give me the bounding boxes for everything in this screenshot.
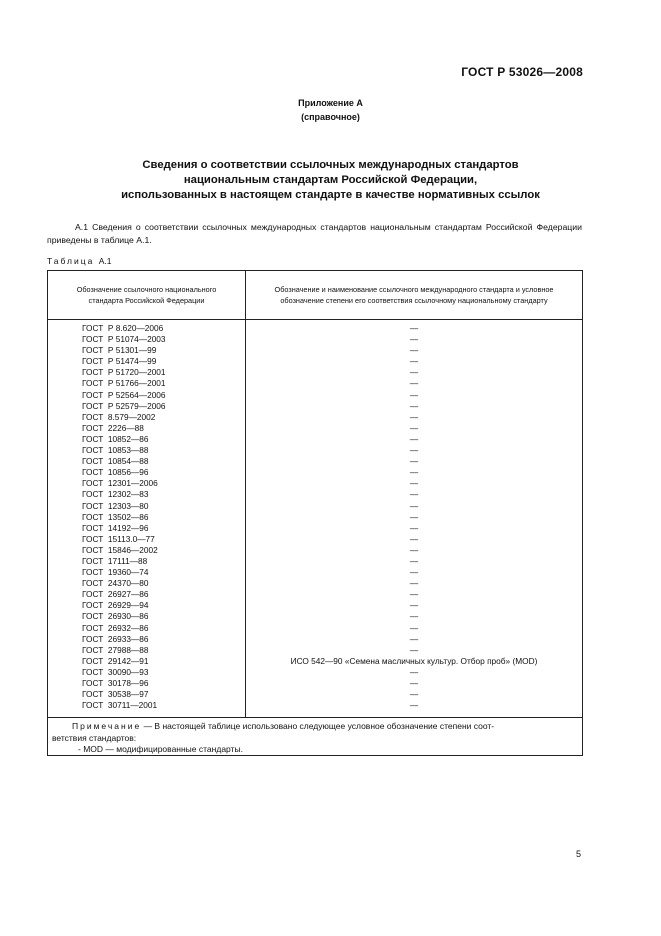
international-standard-cell: — <box>409 666 419 677</box>
national-standard-cell: ГОСТ 10856—96 <box>82 467 149 478</box>
national-standard-cell: ГОСТ Р 52579—2006 <box>82 400 166 411</box>
table-row <box>48 700 582 711</box>
international-standard-cell: — <box>409 433 419 444</box>
national-standard-cell: ГОСТ 30090—93 <box>82 666 149 677</box>
national-standard-cell: ГОСТ 26929—94 <box>82 600 149 611</box>
table-header-national-text: Обозначение ссылочного национального стандарта Российской Федерации <box>76 285 217 305</box>
table-row <box>48 545 582 556</box>
section-title-line: использованных в настоящем стандарте в качестве нормативных ссылок <box>121 189 540 201</box>
section-title-line: национальным стандартам Российской Федерации, <box>183 174 478 186</box>
international-standard-cell: — <box>409 633 419 644</box>
international-standard-cell: — <box>409 533 419 544</box>
national-standard-cell: ГОСТ 12301—2006 <box>82 478 158 489</box>
national-standard-cell: ГОСТ 26932—86 <box>82 622 149 633</box>
national-standard-cell: ГОСТ 2226—88 <box>82 422 144 433</box>
national-standard-cell: ГОСТ Р 51301—99 <box>82 345 157 356</box>
page-number: 5 <box>575 849 581 859</box>
national-standard-cell: ГОСТ 26930—86 <box>82 611 149 622</box>
table-row <box>48 567 582 578</box>
international-standard-cell: — <box>409 544 419 555</box>
national-standard-cell: ГОСТ 10852—86 <box>82 433 149 444</box>
note-line: ветствия стандартов: <box>52 732 137 743</box>
note-line <box>48 721 582 733</box>
table-row <box>48 523 582 534</box>
note-label: Примечание <box>72 721 142 731</box>
international-standard-cell: — <box>409 589 419 600</box>
intro-paragraph: А.1 Сведения о соответствии ссылочных международных стандартов национальным стандартам Российской Федерации приведены в таблице А.1. <box>47 222 582 245</box>
table-row <box>48 634 582 645</box>
national-standard-cell: ГОСТ 15846—2002 <box>82 544 158 555</box>
international-standard-cell: — <box>409 678 419 688</box>
national-standard-cell: ГОСТ 12303—80 <box>82 500 149 511</box>
table-row <box>48 412 582 423</box>
table-row <box>48 445 582 456</box>
international-standard-cell: ИСО 542—90 «Семена масличных культур. Отбор проб» (MOD) <box>290 655 538 666</box>
national-standard-cell: ГОСТ 26927—86 <box>82 589 149 600</box>
national-standard-cell: ГОСТ 27988—88 <box>82 644 149 655</box>
footer-divider <box>48 717 582 718</box>
table-note <box>48 721 582 756</box>
table-row <box>48 656 582 667</box>
table-row <box>48 345 582 356</box>
table-row <box>48 501 582 512</box>
international-standard-cell: — <box>409 378 419 389</box>
international-standard-cell: — <box>409 356 419 367</box>
international-standard-cell: — <box>409 478 419 489</box>
table-row <box>48 645 582 656</box>
national-standard-cell: ГОСТ 13502—86 <box>82 511 149 522</box>
appendix-title: Приложение А <box>298 98 363 108</box>
table-row <box>48 578 582 589</box>
table-row <box>48 512 582 523</box>
international-standard-cell: — <box>409 511 419 522</box>
national-standard-cell: ГОСТ Р 51074—2003 <box>82 334 166 345</box>
table-header-international <box>246 271 582 319</box>
international-standard-cell: — <box>409 456 419 467</box>
international-standard-cell: — <box>409 334 419 345</box>
table-row <box>48 689 582 700</box>
table-row <box>48 467 582 478</box>
table-row <box>48 556 582 567</box>
international-standard-cell: — <box>409 323 419 333</box>
section-title <box>0 158 661 203</box>
national-standard-cell: ГОСТ 24370—80 <box>82 578 149 589</box>
table-row <box>48 423 582 434</box>
table-row <box>48 534 582 545</box>
table-row <box>48 367 582 378</box>
note-text: — В настоящей таблице использовано следующее условное обозначение степени соот- <box>141 721 495 731</box>
table-row <box>48 478 582 489</box>
national-standard-cell: ГОСТ 30538—97 <box>82 689 149 700</box>
international-standard-cell: — <box>409 411 419 422</box>
national-standard-cell: ГОСТ Р 51474—99 <box>82 356 157 367</box>
header-divider <box>48 319 582 320</box>
national-standard-cell: ГОСТ 30711—2001 <box>82 700 158 711</box>
national-standard-cell: ГОСТ Р 8.620—2006 <box>82 323 164 333</box>
table-row <box>48 334 582 345</box>
appendix-subtitle: (справочное) <box>301 112 360 122</box>
table-header-national <box>48 271 245 319</box>
note-line: - MOD — модифицированные стандарты. <box>78 744 243 754</box>
table-row <box>48 401 582 412</box>
correspondence-table <box>47 270 583 756</box>
table-row <box>48 489 582 500</box>
table-row <box>48 356 582 367</box>
national-standard-cell: ГОСТ Р 51766—2001 <box>82 378 166 389</box>
document-designation: ГОСТ Р 53026—2008 <box>461 65 583 79</box>
table-row <box>48 678 582 689</box>
national-standard-cell: ГОСТ Р 51720—2001 <box>82 367 166 378</box>
table-row <box>48 589 582 600</box>
table-row <box>48 623 582 634</box>
international-standard-cell: — <box>409 555 419 566</box>
international-standard-cell: — <box>409 700 419 711</box>
national-standard-cell: ГОСТ 30178—96 <box>82 678 149 688</box>
table-caption-word: Таблица <box>47 256 95 266</box>
international-standard-cell: — <box>409 578 419 589</box>
national-standard-cell: ГОСТ Р 52564—2006 <box>82 389 166 400</box>
section-title-line: Сведения о соответствии ссылочных международных стандартов <box>142 159 519 171</box>
international-standard-cell: — <box>409 389 419 400</box>
national-standard-cell: ГОСТ 8.579—2002 <box>82 411 156 422</box>
national-standard-cell: ГОСТ 19360—74 <box>82 567 149 578</box>
table-header-international-text: Обозначение и наименование ссылочного международного стандарта и условное обозначение степени его соответствия ссылочному национальному стандарту <box>274 285 554 305</box>
table-row <box>48 378 582 389</box>
table-row <box>48 323 582 334</box>
international-standard-cell: — <box>409 644 419 655</box>
national-standard-cell: ГОСТ 14192—96 <box>82 522 149 533</box>
table-caption <box>47 256 111 266</box>
national-standard-cell: ГОСТ 10853—88 <box>82 445 149 456</box>
international-standard-cell: — <box>409 400 419 411</box>
table-row <box>48 667 582 678</box>
table-row <box>48 600 582 611</box>
international-standard-cell: — <box>409 522 419 533</box>
international-standard-cell: — <box>409 422 419 433</box>
table-row <box>48 456 582 467</box>
table-caption-number: А.1 <box>98 256 112 266</box>
international-standard-cell: — <box>409 567 419 578</box>
international-standard-cell: — <box>409 500 419 511</box>
international-standard-cell: — <box>409 600 419 611</box>
table-row <box>48 390 582 401</box>
national-standard-cell: ГОСТ 12302—83 <box>82 489 149 500</box>
national-standard-cell: ГОСТ 29142—91 <box>82 655 149 666</box>
international-standard-cell: — <box>409 467 419 478</box>
international-standard-cell: — <box>409 689 419 700</box>
international-standard-cell: — <box>409 345 419 356</box>
international-standard-cell: — <box>409 611 419 622</box>
appendix-heading <box>0 96 661 124</box>
table-body <box>48 323 582 711</box>
national-standard-cell: ГОСТ 26933—86 <box>82 633 149 644</box>
national-standard-cell: ГОСТ 15113.0—77 <box>82 533 155 544</box>
international-standard-cell: — <box>409 622 419 633</box>
international-standard-cell: — <box>409 489 419 500</box>
national-standard-cell: ГОСТ 17111—88 <box>82 555 148 566</box>
international-standard-cell: — <box>409 367 419 378</box>
table-row <box>48 434 582 445</box>
table-row <box>48 611 582 622</box>
international-standard-cell: — <box>409 445 419 456</box>
national-standard-cell: ГОСТ 10854—88 <box>82 456 149 467</box>
